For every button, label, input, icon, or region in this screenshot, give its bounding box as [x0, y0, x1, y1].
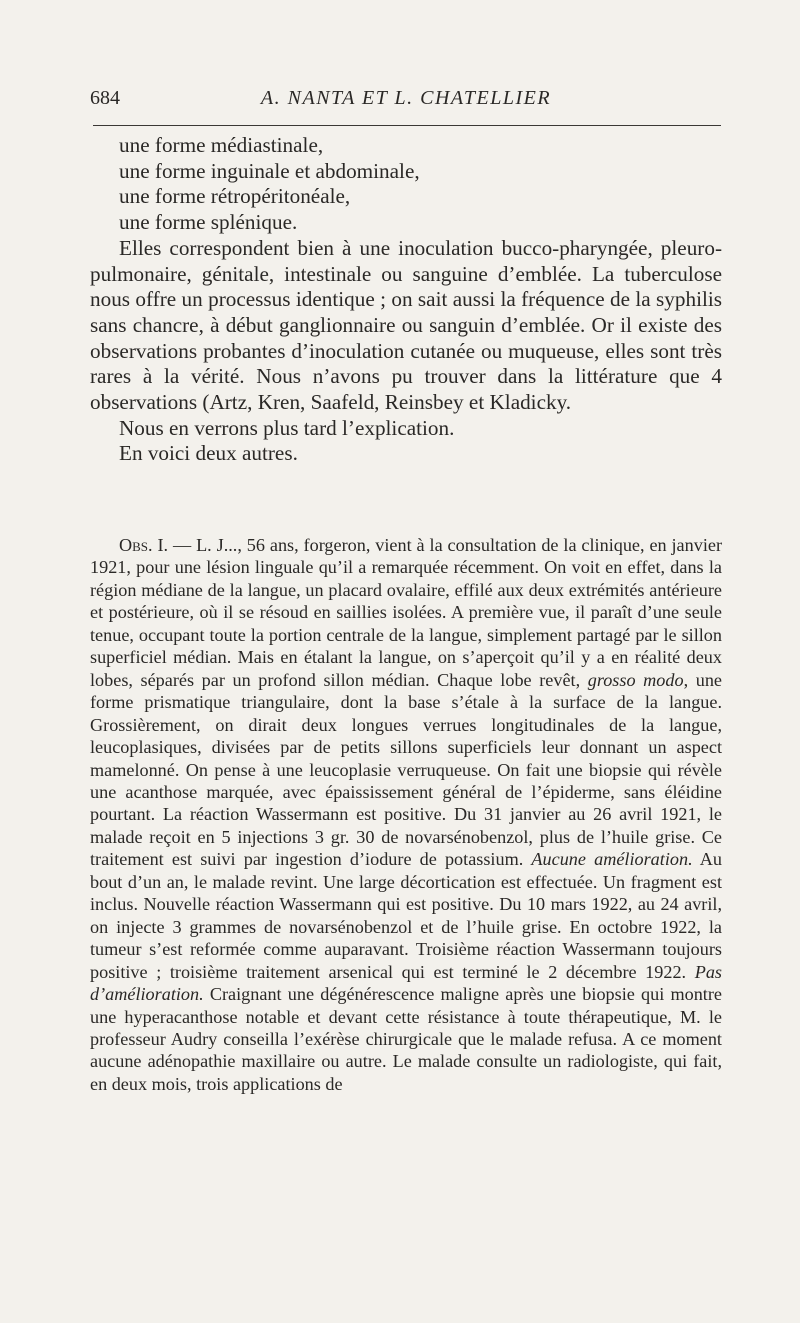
list-line: une forme splénique. — [119, 210, 298, 235]
paragraph: En voici deux autres. — [119, 441, 298, 466]
observation-text-part: Au bout d’un an, le malade revint. Une large décortication est effectuée. Un fragment est inclus. Nouvelle réaction Wassermann qui est positive. Du 10 mars 1922, au 24 avril, on injecte 3 grammes de novarsénobenzol et de l’huile grise. En octobre 1922, la tumeur s’est reformée comme auparavant. Troisième réaction Wassermann toujours positive ; troisième traitement arsenical qui est terminé le 2 décembre 1922. — [90, 849, 722, 982]
italic-phrase: Pas d’amélioration. — [90, 961, 722, 1005]
italic-phrase: Aucune amélioration. — [531, 849, 693, 870]
header-rule — [93, 125, 721, 126]
main-text — [90, 133, 722, 467]
observation-text-part: — L. J..., 56 ans, forgeron, vient à la consultation de la clinique, en janvier 1921, pour une lésion linguale qu’il a remarquée récemment. On voit en effet, dans la région médiane de la langue, un placard ovalaire, effilé aux deux extrémités antérieure et postérieure, où il se résoud en saillies isolées. A première vue, il paraît d’une seule tenue, occupant toute la portion centrale de la langue, simplement partagé par le sillon superficiel médian. Mais en étalant la langue, on s’aperçoit qu’il y a en réalité deux lobes, séparés par un profond sillon médian. Chaque lobe revêt, — [90, 535, 723, 690]
list-line: une forme rétropéritonéale, — [119, 184, 351, 209]
list-line: une forme médiastinale, — [119, 133, 324, 157]
page-number: 684 — [90, 87, 120, 109]
italic-phrase: grosso modo — [587, 669, 684, 690]
paragraph: Elles correspondent bien à une inoculation bucco-pharyngée, pleuro-pulmonaire, génitale, intestinale ou sanguine d’emblée. La tuberculose nous offre un processus identique ; on sait aussi la fréquence de la syphilis sans chancre, à début ganglionnaire ou sanguin d’emblée. Or il existe des observations probantes d’inoculation cutanée ou muqueuse, elles sont très rares à la vérité. Nous n’avons pu trouver dans la littérature que 4 observations (Artz, Kren, Saafeld, Reinsbey et Kladicky. — [90, 235, 722, 415]
observation-label: Obs. I. — [119, 535, 169, 555]
paragraph: Nous en verrons plus tard l’explication. — [119, 415, 455, 440]
observation-text — [90, 534, 722, 1095]
observation-paragraph — [90, 534, 722, 1095]
running-title: A. NANTA ET L. CHATELLIER — [260, 87, 552, 109]
list-line: une forme inguinale et abdominale, — [119, 158, 420, 183]
observation-text-part: Craignant une dégénérescence maligne après une biopsie qui montre une hyperacanthose notable et devant cette résistance à toute thérapeutique, M. le professeur Audry conseilla l’exérèse chirurgicale que le malade refusa. A ce moment aucune adénopathie maxillaire ou autre. Le malade consulte un radiologiste, qui fait, en deux mois, trois applications de — [90, 984, 722, 1094]
observation-text-part: , une forme prismatique triangulaire, dont la base s’étale à la surface de la langue. Grossièrement, on dirait deux longues verrues longitudinales de la langue, leucoplasiques, divisées par de petits sillons superficiels leur donnant un aspect mamelonné. On pense à une leucoplasie verruqueuse. On fait une biopsie qui révèle une acanthose marquée, avec épaississement général de l’épiderme, sans éléidine pourtant. La réaction Wassermann est positive. Du 31 janvier au 26 avril 1921, le malade reçoit en 5 injections 3 gr. 30 de novarsénobenzol, plus de l’huile grise. Ce traitement est suivi par ingestion d’iodure de potassium. — [90, 669, 722, 870]
